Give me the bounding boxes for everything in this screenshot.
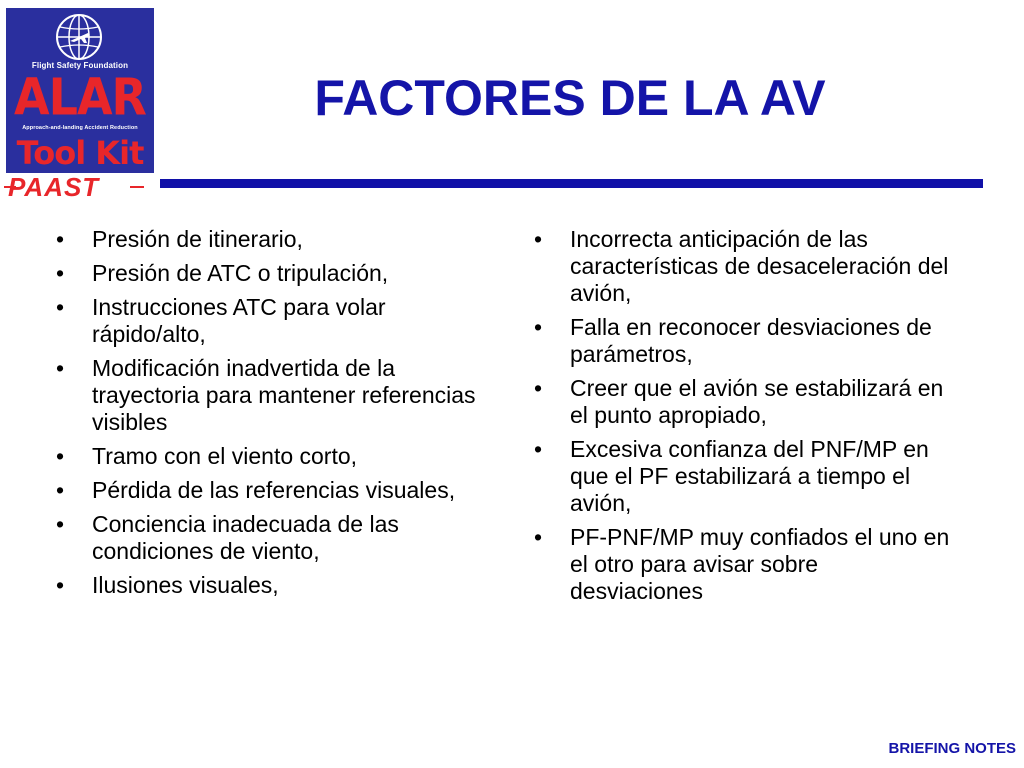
logo-alar-text: ALAR (14, 67, 146, 127)
list-item-text: Incorrecta anticipación de las características de desaceleración del avión, (570, 226, 949, 306)
list-item-text: Creer que el avión se estabilizará en el punto apropiado, (570, 375, 944, 428)
list-item (56, 226, 476, 253)
list-item (56, 260, 476, 287)
list-item (534, 375, 954, 429)
list-item (534, 314, 954, 368)
bullet-icon: • (534, 226, 543, 252)
list-item (56, 355, 476, 436)
list-item (56, 443, 476, 470)
bullet-icon: • (56, 572, 65, 598)
bullet-icon: • (56, 260, 65, 286)
left-bullet-list (56, 226, 476, 606)
paast-label: PAAST (8, 172, 100, 202)
logo-foundation-text: Flight Safety Foundation (31, 61, 129, 70)
logo-toolkit-text: Tool Kit (16, 134, 144, 172)
list-item-text: Pérdida de las referencias visuales, (92, 477, 456, 503)
list-item-text: Modificación inadvertida de la trayectoria para mantener referencias visibles (92, 355, 476, 435)
bullet-icon: • (56, 443, 65, 469)
list-item-text: Instrucciones ATC para volar rápido/alto, (92, 294, 386, 347)
bullet-icon: • (534, 524, 543, 550)
list-item-text: Presión de ATC o tripulación, (92, 260, 389, 286)
list-item (534, 524, 954, 605)
title-divider (160, 179, 983, 188)
list-item-text: Tramo con el viento corto, (92, 443, 358, 469)
bullet-icon: • (56, 511, 65, 537)
list-item (56, 572, 476, 599)
globe-icon (55, 13, 103, 61)
footer-briefing-notes: BRIEFING NOTES (888, 740, 1016, 757)
bullet-icon: • (534, 436, 543, 462)
list-item-text: Ilusiones visuales, (92, 572, 279, 598)
list-item-text: Excesiva confianza del PNF/MP en que el PF estabilizará a tiempo el avión, (570, 436, 929, 516)
list-item (534, 226, 954, 307)
alar-tool-kit-logo (6, 8, 154, 173)
list-item-text: Presión de itinerario, (92, 226, 303, 252)
bullet-icon: • (56, 226, 65, 252)
list-item-text: Conciencia inadecuada de las condiciones de viento, (92, 511, 399, 564)
bullet-icon: • (56, 355, 65, 381)
list-item (56, 477, 476, 504)
slide-title: FACTORES DE LA AV (314, 70, 826, 126)
bullet-icon: • (534, 375, 543, 401)
right-bullet-list (534, 226, 954, 612)
bullet-icon: • (534, 314, 543, 340)
paast-underline-right (130, 186, 144, 188)
list-item-text: Falla en reconocer desviaciones de parámetros, (570, 314, 932, 367)
list-item (56, 511, 476, 565)
bullet-icon: • (56, 477, 65, 503)
list-item (534, 436, 954, 517)
logo-approach-text: Approach-and-landing Accident Reduction (22, 125, 138, 131)
list-item-text: PF-PNF/MP muy confiados el uno en el otro para avisar sobre desviaciones (570, 524, 950, 604)
list-item (56, 294, 476, 348)
bullet-icon: • (56, 294, 65, 320)
